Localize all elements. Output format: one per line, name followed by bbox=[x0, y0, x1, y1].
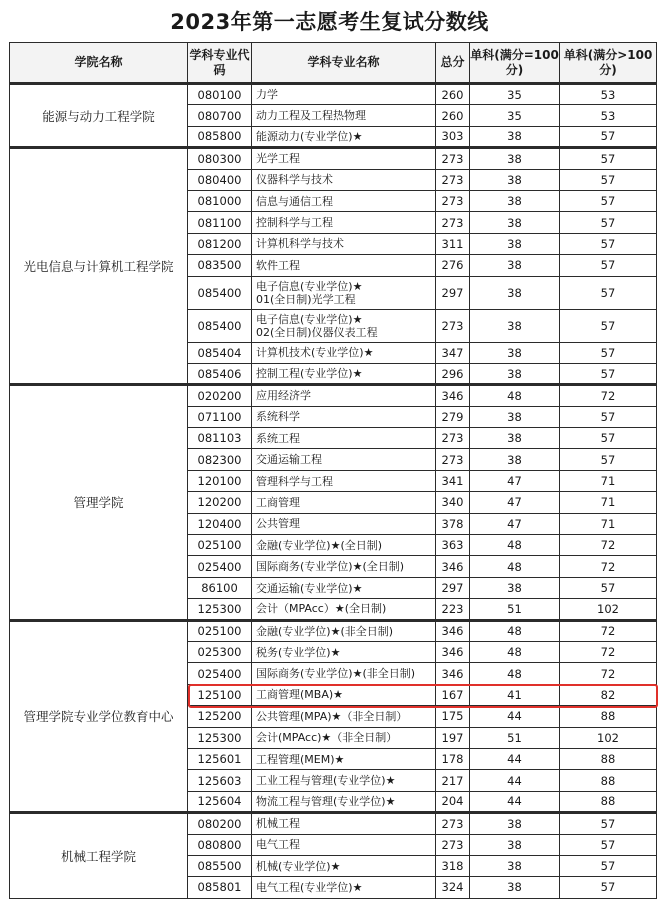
total-score: 217 bbox=[436, 770, 470, 791]
major-code: 080400 bbox=[188, 169, 252, 190]
major-name: 工程管理(MEM)★ bbox=[252, 748, 436, 769]
major-code: 085406 bbox=[188, 363, 252, 384]
major-name: 计算机技术(专业学位)★ bbox=[252, 342, 436, 363]
table-row bbox=[10, 813, 657, 834]
single-score-over-100: 72 bbox=[560, 620, 657, 641]
total-score: 276 bbox=[436, 255, 470, 276]
single-score-over-100: 57 bbox=[560, 428, 657, 449]
score-table bbox=[9, 42, 657, 899]
single-score-100: 38 bbox=[470, 855, 560, 876]
single-score-100: 48 bbox=[470, 620, 560, 641]
single-score-100: 38 bbox=[470, 834, 560, 855]
major-name: 计算机科学与技术 bbox=[252, 233, 436, 254]
major-code: 120400 bbox=[188, 513, 252, 534]
single-score-100: 38 bbox=[470, 148, 560, 169]
college-group bbox=[10, 813, 657, 899]
single-score-over-100: 57 bbox=[560, 276, 657, 309]
single-score-over-100: 72 bbox=[560, 641, 657, 662]
single-score-100: 48 bbox=[470, 556, 560, 577]
header-major: 学科专业名称 bbox=[252, 43, 436, 84]
major-code: 025100 bbox=[188, 535, 252, 556]
single-score-100: 38 bbox=[470, 428, 560, 449]
single-score-over-100: 53 bbox=[560, 84, 657, 105]
total-score: 340 bbox=[436, 492, 470, 513]
total-score: 297 bbox=[436, 276, 470, 309]
major-code: 86100 bbox=[188, 577, 252, 598]
single-score-100: 48 bbox=[470, 535, 560, 556]
total-score: 197 bbox=[436, 727, 470, 748]
major-code: 125100 bbox=[188, 684, 252, 705]
total-score: 303 bbox=[436, 126, 470, 147]
total-score: 273 bbox=[436, 169, 470, 190]
major-code: 081100 bbox=[188, 212, 252, 233]
major-name: 控制科学与工程 bbox=[252, 212, 436, 233]
single-score-over-100: 71 bbox=[560, 470, 657, 491]
single-score-over-100: 57 bbox=[560, 834, 657, 855]
single-score-over-100: 53 bbox=[560, 105, 657, 126]
major-code: 080200 bbox=[188, 813, 252, 834]
single-score-over-100: 57 bbox=[560, 577, 657, 598]
single-score-100: 38 bbox=[470, 255, 560, 276]
major-name: 电气工程 bbox=[252, 834, 436, 855]
major-code: 082300 bbox=[188, 449, 252, 470]
college-group bbox=[10, 385, 657, 620]
header-total: 总分 bbox=[436, 43, 470, 84]
college-name: 能源与动力工程学院 bbox=[10, 84, 188, 148]
major-name: 交通运输工程 bbox=[252, 449, 436, 470]
single-score-100: 38 bbox=[470, 276, 560, 309]
major-name: 光学工程 bbox=[252, 148, 436, 169]
total-score: 273 bbox=[436, 834, 470, 855]
college-group bbox=[10, 148, 657, 385]
single-score-100: 44 bbox=[470, 770, 560, 791]
major-name: 控制工程(专业学位)★ bbox=[252, 363, 436, 384]
single-score-over-100: 57 bbox=[560, 212, 657, 233]
major-code: 125603 bbox=[188, 770, 252, 791]
table-row bbox=[10, 84, 657, 105]
total-score: 311 bbox=[436, 233, 470, 254]
major-name: 交通运输(专业学位)★ bbox=[252, 577, 436, 598]
single-score-over-100: 57 bbox=[560, 855, 657, 876]
major-code: 125200 bbox=[188, 706, 252, 727]
major-code: 085400 bbox=[188, 309, 252, 342]
single-score-over-100: 88 bbox=[560, 748, 657, 769]
single-score-100: 48 bbox=[470, 663, 560, 684]
single-score-over-100: 102 bbox=[560, 599, 657, 620]
major-code: 071100 bbox=[188, 406, 252, 427]
major-name: 金融(专业学位)★(非全日制) bbox=[252, 620, 436, 641]
major-code: 081103 bbox=[188, 428, 252, 449]
table-header bbox=[10, 43, 657, 84]
major-name-line1: 电子信息(专业学位)★ bbox=[256, 312, 363, 326]
major-name bbox=[252, 309, 436, 342]
single-score-over-100: 88 bbox=[560, 770, 657, 791]
single-score-100: 51 bbox=[470, 727, 560, 748]
total-score: 346 bbox=[436, 556, 470, 577]
major-name: 公共管理(MPA)★（非全日制） bbox=[252, 706, 436, 727]
major-code: 080100 bbox=[188, 84, 252, 105]
total-score: 273 bbox=[436, 428, 470, 449]
total-score: 273 bbox=[436, 309, 470, 342]
major-name: 会计(MPAcc)★（非全日制） bbox=[252, 727, 436, 748]
table-row bbox=[10, 148, 657, 169]
total-score: 378 bbox=[436, 513, 470, 534]
total-score: 346 bbox=[436, 663, 470, 684]
major-code: 025100 bbox=[188, 620, 252, 641]
major-code: 080300 bbox=[188, 148, 252, 169]
total-score: 273 bbox=[436, 813, 470, 834]
single-score-100: 38 bbox=[470, 309, 560, 342]
single-score-100: 48 bbox=[470, 385, 560, 406]
single-score-100: 38 bbox=[470, 363, 560, 384]
major-code: 081000 bbox=[188, 190, 252, 211]
single-score-over-100: 102 bbox=[560, 727, 657, 748]
single-score-over-100: 57 bbox=[560, 813, 657, 834]
single-score-100: 44 bbox=[470, 791, 560, 812]
total-score: 346 bbox=[436, 620, 470, 641]
college-name: 机械工程学院 bbox=[10, 813, 188, 899]
major-name: 公共管理 bbox=[252, 513, 436, 534]
college-name: 管理学院 bbox=[10, 385, 188, 620]
table-row bbox=[10, 620, 657, 641]
total-score: 260 bbox=[436, 105, 470, 126]
header-single-over-100: 单科(满分>100分) bbox=[560, 43, 657, 84]
single-score-100: 38 bbox=[470, 449, 560, 470]
college-name: 光电信息与计算机工程学院 bbox=[10, 148, 188, 385]
single-score-over-100: 88 bbox=[560, 791, 657, 812]
major-code: 125300 bbox=[188, 727, 252, 748]
major-name bbox=[252, 276, 436, 309]
total-score: 260 bbox=[436, 84, 470, 105]
total-score: 178 bbox=[436, 748, 470, 769]
major-name: 能源动力(专业学位)★ bbox=[252, 126, 436, 147]
major-name: 软件工程 bbox=[252, 255, 436, 276]
major-name-line2: 02(全日制)仪器仪表工程 bbox=[256, 325, 378, 339]
total-score: 363 bbox=[436, 535, 470, 556]
single-score-100: 47 bbox=[470, 513, 560, 534]
major-code: 085500 bbox=[188, 855, 252, 876]
major-name: 仪器科学与技术 bbox=[252, 169, 436, 190]
header-code: 学科专业代码 bbox=[188, 43, 252, 84]
total-score: 223 bbox=[436, 599, 470, 620]
total-score: 346 bbox=[436, 385, 470, 406]
single-score-over-100: 71 bbox=[560, 513, 657, 534]
major-code: 125300 bbox=[188, 599, 252, 620]
total-score: 167 bbox=[436, 684, 470, 705]
single-score-100: 35 bbox=[470, 105, 560, 126]
single-score-over-100: 88 bbox=[560, 706, 657, 727]
single-score-over-100: 72 bbox=[560, 663, 657, 684]
total-score: 318 bbox=[436, 855, 470, 876]
total-score: 273 bbox=[436, 148, 470, 169]
major-name: 应用经济学 bbox=[252, 385, 436, 406]
single-score-100: 38 bbox=[470, 813, 560, 834]
college-name: 管理学院专业学位教育中心 bbox=[10, 620, 188, 813]
single-score-over-100: 72 bbox=[560, 556, 657, 577]
major-code: 125604 bbox=[188, 791, 252, 812]
single-score-over-100: 57 bbox=[560, 877, 657, 898]
single-score-100: 38 bbox=[470, 877, 560, 898]
header-college: 学院名称 bbox=[10, 43, 188, 84]
single-score-100: 38 bbox=[470, 577, 560, 598]
major-name: 国际商务(专业学位)★(非全日制) bbox=[252, 663, 436, 684]
total-score: 347 bbox=[436, 342, 470, 363]
single-score-over-100: 57 bbox=[560, 190, 657, 211]
single-score-100: 38 bbox=[470, 126, 560, 147]
major-name: 管理科学与工程 bbox=[252, 470, 436, 491]
major-code: 085400 bbox=[188, 276, 252, 309]
major-name: 电气工程(专业学位)★ bbox=[252, 877, 436, 898]
major-code: 025400 bbox=[188, 663, 252, 684]
single-score-100: 47 bbox=[470, 492, 560, 513]
major-code: 080800 bbox=[188, 834, 252, 855]
single-score-over-100: 72 bbox=[560, 385, 657, 406]
single-score-100: 38 bbox=[470, 212, 560, 233]
single-score-over-100: 82 bbox=[560, 684, 657, 705]
total-score: 346 bbox=[436, 641, 470, 662]
total-score: 273 bbox=[436, 449, 470, 470]
single-score-over-100: 57 bbox=[560, 148, 657, 169]
major-name: 工商管理(MBA)★ bbox=[252, 684, 436, 705]
major-code: 085801 bbox=[188, 877, 252, 898]
major-code: 120100 bbox=[188, 470, 252, 491]
table-row bbox=[10, 385, 657, 406]
single-score-100: 51 bbox=[470, 599, 560, 620]
single-score-100: 35 bbox=[470, 84, 560, 105]
single-score-over-100: 72 bbox=[560, 535, 657, 556]
major-code: 020200 bbox=[188, 385, 252, 406]
total-score: 204 bbox=[436, 791, 470, 812]
single-score-100: 44 bbox=[470, 706, 560, 727]
major-name-line1: 电子信息(专业学位)★ bbox=[256, 279, 363, 293]
page-title: 2023年第一志愿考生复试分数线 bbox=[170, 10, 489, 34]
total-score: 175 bbox=[436, 706, 470, 727]
single-score-100: 38 bbox=[470, 342, 560, 363]
major-code: 125601 bbox=[188, 748, 252, 769]
major-name: 物流工程与管理(专业学位)★ bbox=[252, 791, 436, 812]
single-score-100: 38 bbox=[470, 169, 560, 190]
major-name: 力学 bbox=[252, 84, 436, 105]
major-code: 025400 bbox=[188, 556, 252, 577]
single-score-over-100: 57 bbox=[560, 449, 657, 470]
major-code: 081200 bbox=[188, 233, 252, 254]
single-score-100: 38 bbox=[470, 406, 560, 427]
total-score: 296 bbox=[436, 363, 470, 384]
single-score-over-100: 57 bbox=[560, 126, 657, 147]
single-score-100: 44 bbox=[470, 748, 560, 769]
major-name: 金融(专业学位)★(全日制) bbox=[252, 535, 436, 556]
single-score-over-100: 57 bbox=[560, 169, 657, 190]
single-score-100: 48 bbox=[470, 641, 560, 662]
major-code: 085800 bbox=[188, 126, 252, 147]
major-name: 机械工程 bbox=[252, 813, 436, 834]
total-score: 273 bbox=[436, 212, 470, 233]
total-score: 273 bbox=[436, 190, 470, 211]
single-score-over-100: 57 bbox=[560, 342, 657, 363]
major-name-line2: 01(全日制)光学工程 bbox=[256, 292, 356, 306]
major-name: 工商管理 bbox=[252, 492, 436, 513]
major-name: 国际商务(专业学位)★(全日制) bbox=[252, 556, 436, 577]
major-name: 会计（MPAcc）★(全日制) bbox=[252, 599, 436, 620]
single-score-over-100: 71 bbox=[560, 492, 657, 513]
major-name: 税务(专业学位)★ bbox=[252, 641, 436, 662]
total-score: 297 bbox=[436, 577, 470, 598]
college-group bbox=[10, 620, 657, 813]
single-score-over-100: 57 bbox=[560, 406, 657, 427]
single-score-100: 47 bbox=[470, 470, 560, 491]
single-score-100: 41 bbox=[470, 684, 560, 705]
major-name: 动力工程及工程热物理 bbox=[252, 105, 436, 126]
single-score-over-100: 57 bbox=[560, 363, 657, 384]
single-score-over-100: 57 bbox=[560, 233, 657, 254]
single-score-over-100: 57 bbox=[560, 309, 657, 342]
major-name: 机械(专业学位)★ bbox=[252, 855, 436, 876]
single-score-over-100: 57 bbox=[560, 255, 657, 276]
single-score-100: 38 bbox=[470, 190, 560, 211]
total-score: 341 bbox=[436, 470, 470, 491]
major-code: 083500 bbox=[188, 255, 252, 276]
major-name: 系统工程 bbox=[252, 428, 436, 449]
header-single-100: 单科(满分=100分) bbox=[470, 43, 560, 84]
single-score-100: 38 bbox=[470, 233, 560, 254]
total-score: 324 bbox=[436, 877, 470, 898]
major-name: 工业工程与管理(专业学位)★ bbox=[252, 770, 436, 791]
total-score: 279 bbox=[436, 406, 470, 427]
major-code: 120200 bbox=[188, 492, 252, 513]
major-name: 信息与通信工程 bbox=[252, 190, 436, 211]
college-group bbox=[10, 84, 657, 148]
major-code: 080700 bbox=[188, 105, 252, 126]
major-name: 系统科学 bbox=[252, 406, 436, 427]
major-code: 025300 bbox=[188, 641, 252, 662]
major-code: 085404 bbox=[188, 342, 252, 363]
